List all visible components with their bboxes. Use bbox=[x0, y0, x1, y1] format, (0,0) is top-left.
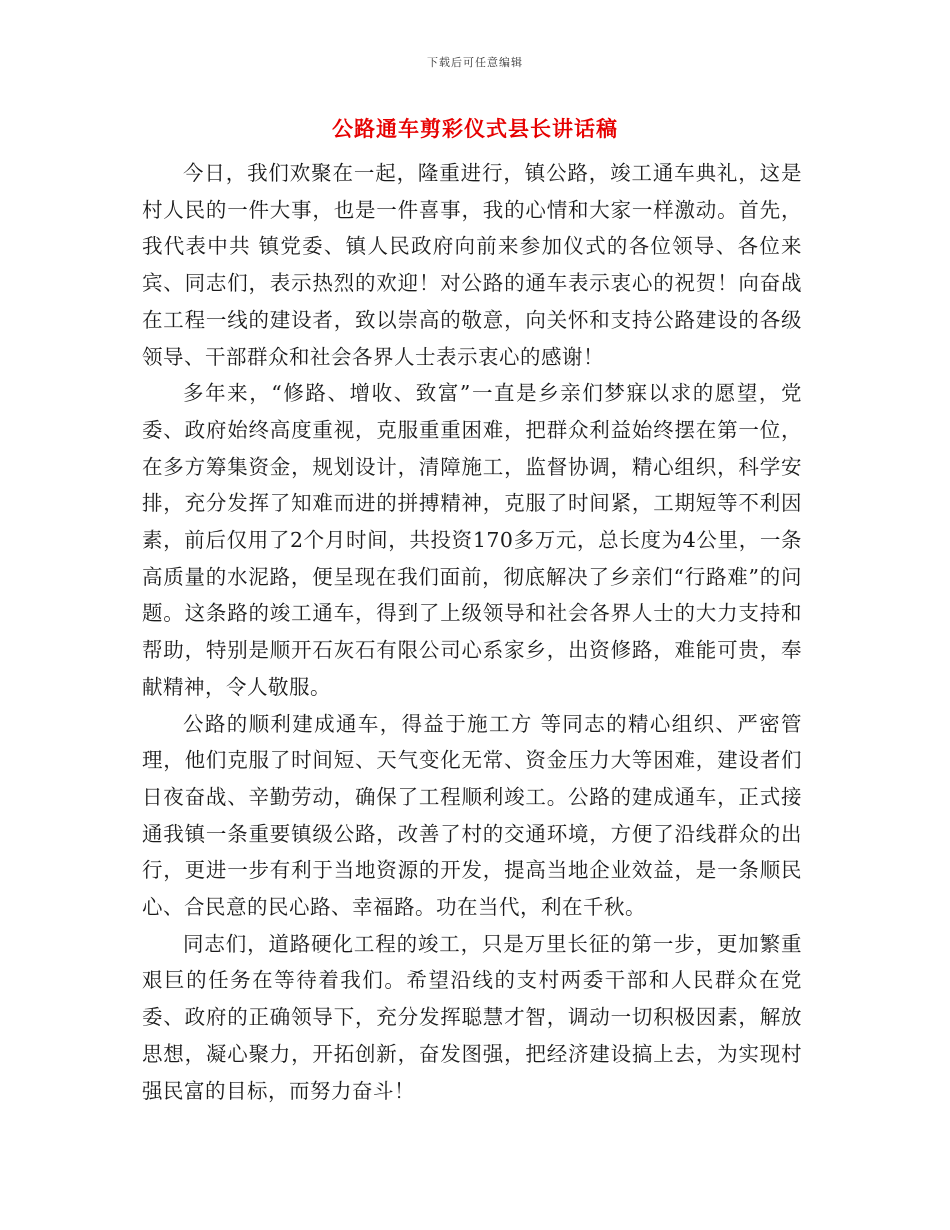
paragraph-4: 同志们，道路硬化工程的竣工，只是万里长征的第一步，更加繁重艰巨的任务在等待着我们。希望沿线的支村两委干部和人民群众在党委、政府的正确领导下，充分发挥聪慧才智，调动一切积极因素，解放思想，凝心聚力，开拓创新，奋发图强，把经济建设搞上去，为实现村强民富的目标，而努力奋斗！ bbox=[142, 931, 802, 1103]
paragraph-2: 多年来，“修路、增收、致富”一直是乡亲们梦寐以求的愿望，党委、政府始终高度重视，克服重重困难，把群众利益始终摆在第一位，在多方筹集资金，规划设计，清障施工，监督协调，精心组织，科学安排，充分发挥了知难而进的拼搏精神，克服了时间紧，工期短等不利因素，前后仅用了2个月时间，共投资170多万元，总长度为4公里，一条高质量的水泥路，便呈现在我们面前，彻底解决了乡亲们“行路难”的问题。这条路的竣工通车，得到了上级领导和社会各界人士的大力支持和帮助，特别是顺开石灰石有限公司心系家乡，出资修路，难能可贵，奉献精神，令人敬服。 bbox=[142, 381, 802, 699]
document-body bbox=[142, 155, 802, 1109]
paragraph-1: 今日，我们欢聚在一起，隆重进行，镇公路，竣工通车典礼，这是村人民的一件大事，也是一件喜事，我的心情和大家一样激动。首先，我代表中共 镇党委、镇人民政府向前来参加仪式的各位领导、各位来宾、同志们，表示热烈的欢迎！对公路的通车表示衷心的祝贺！向奋战在工程一线的建设者，致以崇高的敬意，向关怀和支持公路建设的各级领导、干部群众和社会各界人士表示衷心的感谢！ bbox=[142, 161, 802, 369]
header-note: 下载后可任意编辑 bbox=[427, 56, 523, 69]
paragraph-3: 公路的顺利建成通车，得益于施工方 等同志的精心组织、严密管理，他们克服了时间短、天气变化无常、资金压力大等困难，建设者们日夜奋战、辛勤劳动，确保了工程顺利竣工。公路的建成通车，正式接通我镇一条重要镇级公路，改善了村的交通环境，方便了沿线群众的出行，更进一步有利于当地资源的开发，提高当地企业效益，是一条顺民心、合民意的民心路、幸福路。功在当代，利在千秋。 bbox=[142, 711, 802, 920]
document-title: 公路通车剪彩仪式县长讲话稿 bbox=[332, 116, 618, 141]
